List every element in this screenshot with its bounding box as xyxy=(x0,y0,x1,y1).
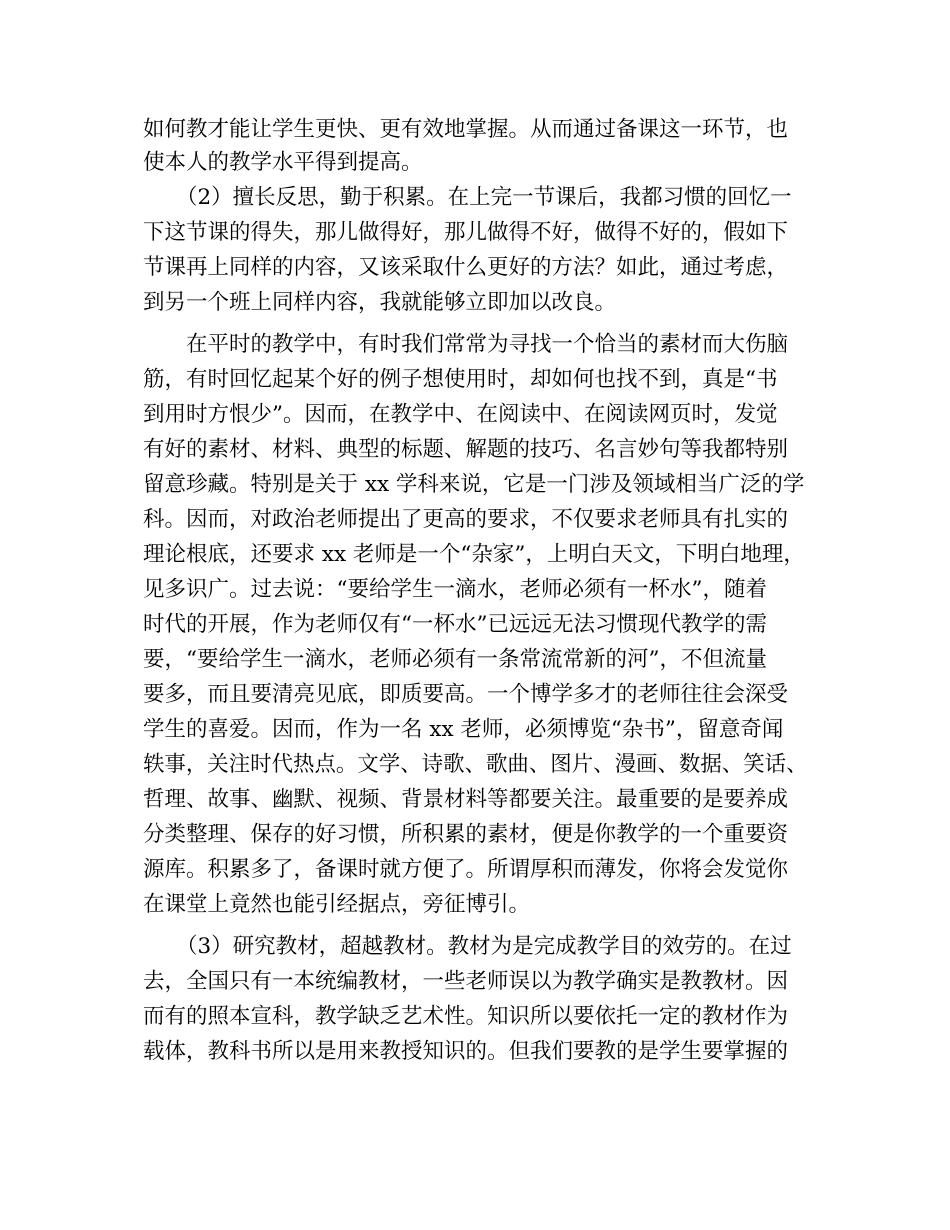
text-line: 到另一个班上同样内容，我就能够立即加以改良。 xyxy=(143,290,617,315)
text-line: 源库。积累多了，备课时就方便了。所谓厚积而薄发，你将会发觉你 xyxy=(143,857,789,882)
text-line: 去，全国只有一本统编教材，一些老师误以为教学确实是教教材。因 xyxy=(143,969,789,994)
text-line: 时代的开展，作为老师仅有“一杯水”已远远无法习惯现代教学的需 xyxy=(143,612,767,637)
text-line: 到用时方恨少”。因而，在教学中、在阅读中、在阅读网页时，发觉 xyxy=(143,402,778,427)
text-line: 学生的喜爱。因而，作为一名 xx 老师，必须博览“杂书”，留意奇闻 xyxy=(143,717,784,742)
text-line: 要，“要给学生一滴水，老师必须有一条常流常新的河”，不但流量 xyxy=(143,647,767,672)
text-line: 在平时的教学中，有时我们常常为寻找一个恰当的素材而大伤脑 xyxy=(186,332,789,357)
text-line: （2）擅长反思，勤于积累。在上完一节课后，我都习惯的回忆一 xyxy=(176,185,792,210)
text-line: （3）研究教材，超越教材。教材为是完成教学目的效劳的。在过 xyxy=(176,934,792,959)
text-line: 节课再上同样的内容，又该采取什么更好的方法？如此，通过考虑， xyxy=(143,255,789,280)
text-line: 在课堂上竟然也能引经据点，旁征博引。 xyxy=(143,892,531,917)
text-line: 下这节课的得失，那儿做得好，那儿做得不好，做得不好的，假如下 xyxy=(143,220,789,245)
text-line: 哲理、故事、幽默、视频、背景材料等都要关注。最重要的是要养成 xyxy=(143,787,789,812)
text-line: 有好的素材、材料、典型的标题、解题的技巧、名言妙句等我都特别 xyxy=(143,437,789,462)
text-line: 如何教才能让学生更快、更有效地掌握。从而通过备课这一环节，也 xyxy=(143,117,789,142)
text-line: 留意珍藏。特别是关于 xx 学科来说，它是一门涉及领域相当广泛的学 xyxy=(143,472,805,497)
text-line: 使本人的教学水平得到提高。 xyxy=(143,150,423,175)
text-line: 筋，有时回忆起某个好的例子想使用时，却如何也找不到，真是“书 xyxy=(143,367,778,392)
text-line: 见多识广。过去说：“要给学生一滴水，老师必须有一杯水”，随着 xyxy=(143,577,767,602)
text-line: 分类整理、保存的好习惯，所积累的素材，便是你教学的一个重要资 xyxy=(143,822,789,847)
text-line: 理论根底，还要求 xx 老师是一个“杂家”，上明白天文，下明白地理， xyxy=(143,542,805,567)
text-line: 而有的照本宣科，教学缺乏艺术性。知识所以要依托一定的教材作为 xyxy=(143,1004,789,1029)
text-line: 要多，而且要清亮见底，即质要高。一个博学多才的老师往往会深受 xyxy=(143,682,789,707)
text-line: 载体，教科书所以是用来教授知识的。但我们要教的是学生要掌握的 xyxy=(143,1039,789,1064)
text-line: 轶事，关注时代热点。文学、诗歌、歌曲、图片、漫画、数据、笑话、 xyxy=(143,752,808,777)
text-line: 科。因而，对政治老师提出了更高的要求，不仅要求老师具有扎实的 xyxy=(143,507,789,532)
